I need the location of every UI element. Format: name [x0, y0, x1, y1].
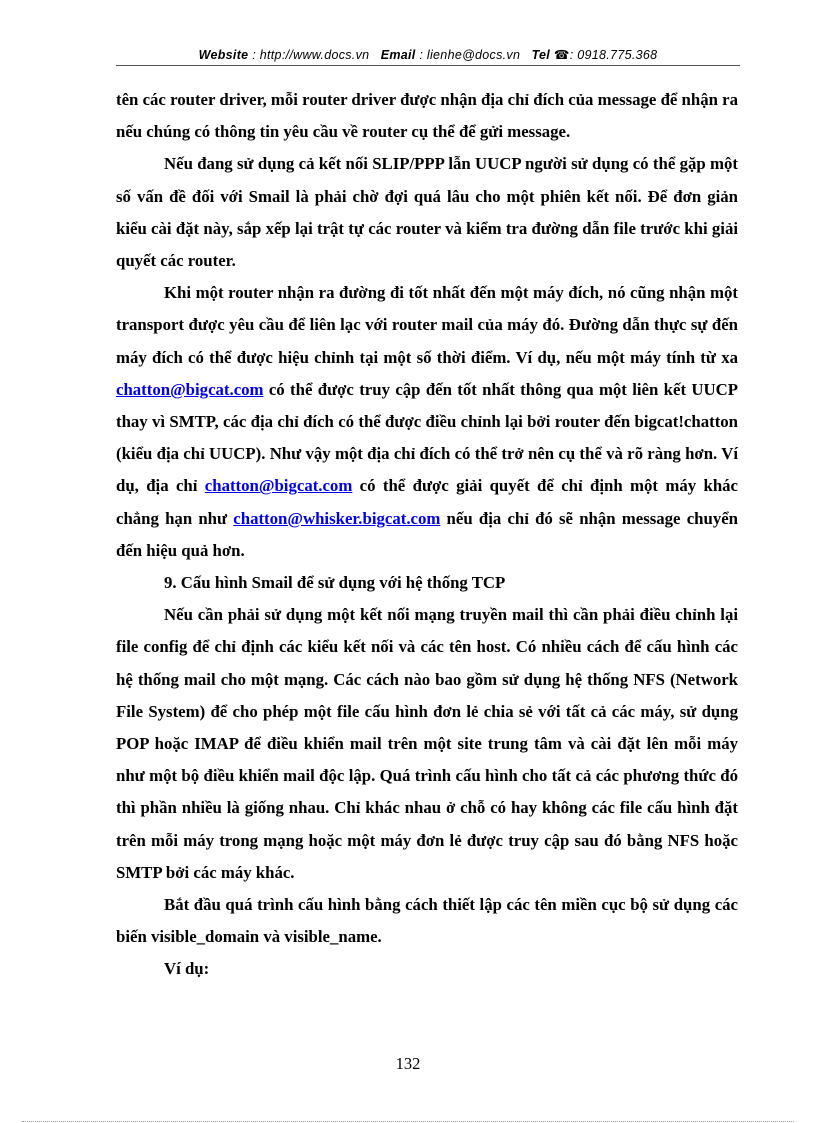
website-label: Website	[198, 48, 249, 62]
tel-label: Tel	[531, 48, 551, 62]
document-body	[116, 84, 738, 986]
paragraph-3-text-a: Khi một router nhận ra đường đi tốt nhất đến một máy đích, nó cũng nhận một transport được yêu cầu để liên lạc với router mail của máy đó. Đường dẫn thực sự đến máy đích có thể được hiệu chỉnh tại một số thời điểm. Ví dụ, nếu một máy tính từ xa	[116, 283, 738, 367]
paragraph-3	[116, 277, 738, 567]
tel-value: : 0918.775.368	[569, 48, 658, 62]
telephone-icon: ☎	[553, 48, 570, 62]
email-link-chatton-whisker[interactable]: chatton@whisker.bigcat.com	[233, 508, 441, 528]
paragraph-1: tên các router driver, mỗi router driver được nhận địa chỉ đích của message để nhận ra nếu chúng có thông tin yêu cầu về router cụ thể để gửi message.	[116, 90, 738, 142]
email-label: Email	[380, 48, 416, 62]
email-link-chatton-bigcat-2[interactable]: chatton@bigcat.com	[204, 476, 353, 496]
paragraph-3-text-d: nếu địa chỉ đó sẽ nhận message chuyển đến hiệu quả hơn.	[116, 508, 738, 560]
page-header	[116, 47, 740, 62]
email-link-chatton-bigcat[interactable]: chatton@bigcat.com	[116, 379, 264, 399]
paragraph-2: Nếu đang sử dụng cả kết nối SLIP/PPP lẫn UUCP người sử dụng có thể gặp một số vấn đề đối với Smail là phải chờ đợi quá lâu cho một phiên kết nối. Để đơn giản kiểu cài đặt này, sắp xếp lại trật tự các router và kiểm tra đường dẫn file trước khi giải quyết các router.	[116, 154, 738, 271]
paragraph-5: Bắt đầu quá trình cấu hình bằng cách thiết lập các tên miền cục bộ sử dụng các biến visible_domain và visible_name.	[116, 895, 738, 947]
paragraph-4: Nếu cần phải sử dụng một kết nối mạng truyền mail thì cần phải điều chỉnh lại file config để chỉ định các kiểu kết nối và các tên host. Có nhiều cách để cấu hình các hệ thống mail cho một mạng. Các cách nào bao gồm sử dụng hệ thống NFS (Network File System) để cho phép một file cấu hình đơn lẻ chia sẻ với tất cả các máy, sử dụng POP hoặc IMAP để điều khiển mail trên một site trung tâm và cài đặt lên mỗi máy như một bộ điều khiển mail độc lập. Quá trình cấu hình cho tất cả các phương thức đó thì phần nhiều là giống nhau. Chỉ khác nhau ở chỗ có hay không các file cấu hình đặt trên mỗi máy trong mạng hoặc một máy đơn lẻ được truy cập sau đó bằng NFS hoặc SMTP bởi các máy khác.	[116, 605, 738, 882]
paragraph-6: Ví dụ:	[164, 959, 210, 979]
paragraph-3-text-c: có thể được giải quyết để chỉ định một máy khác chẳng hạn như	[116, 476, 738, 528]
section-heading: 9. Cấu hình Smail để sử dụng với hệ thống TCP	[164, 573, 506, 593]
page-number: 132	[395, 1054, 421, 1073]
footer-divider	[22, 1121, 794, 1122]
paragraph-3-text-b: có thể được truy cập đến tốt nhất thông qua một liên kết UUCP thay vì SMTP, các địa chỉ đích có thể được điều chỉnh lại bởi router đến bigcat!chatton (kiểu địa chỉ UUCP). Như vậy một địa chỉ đích có thể trở nên cụ thể và rõ ràng hơn. Ví dụ, địa chỉ	[116, 379, 738, 496]
header-divider	[116, 65, 740, 66]
email-value: : lienhe@docs.vn	[419, 48, 521, 62]
website-url: : http://www.docs.vn	[252, 48, 370, 62]
